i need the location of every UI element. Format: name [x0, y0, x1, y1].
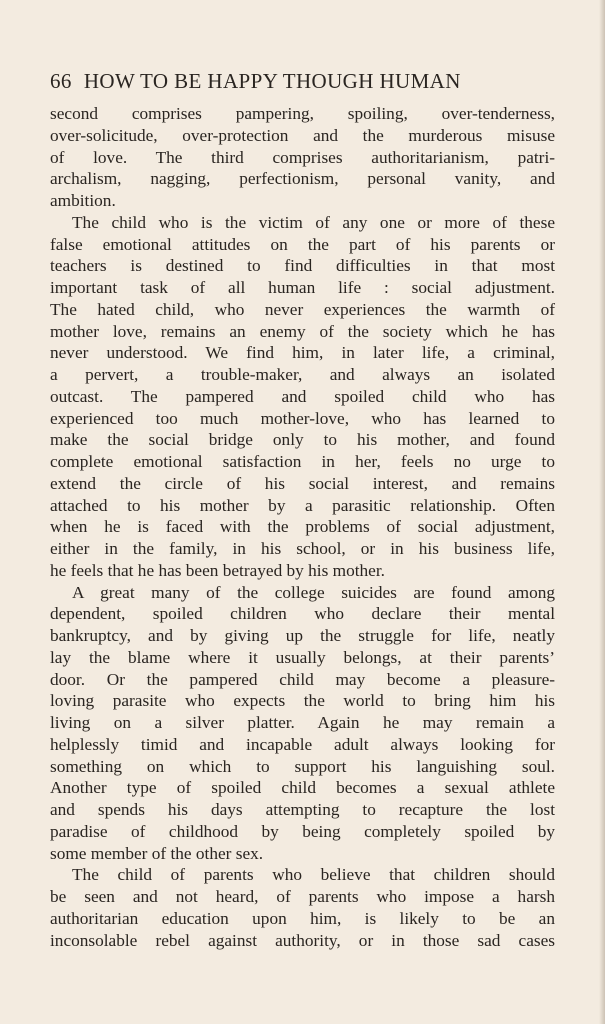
text-line: over-solicitude, over-protection and the murderous misuse	[50, 125, 555, 145]
text-line: The child who is the victim of any one or more of these	[72, 212, 555, 232]
text-line: a pervert, a trouble-maker, and always an isolated	[50, 365, 555, 384]
text-line: either in the family, in his school, or in his business life,	[50, 539, 555, 558]
text-line: some member of the other sex.	[50, 843, 264, 863]
text-line: when he is faced with the problems of social adjustment,	[50, 517, 555, 537]
paragraph	[50, 103, 555, 212]
text-line: helplessly timid and incapable adult always looking for	[50, 734, 555, 754]
text-line: he feels that he has been betrayed by his mother.	[50, 560, 385, 580]
text-line: Another type of spoiled child becomes a sexual athlete	[50, 778, 555, 798]
text-line: complete emotional satisfaction in her, feels no urge to	[50, 452, 555, 471]
text-line: be seen and not heard, of parents who impose a harsh	[50, 887, 555, 906]
text-line: authoritarian education upon him, is likely to be an	[50, 908, 555, 928]
paragraph	[50, 212, 555, 582]
text-line: The child of parents who believe that children should	[72, 865, 555, 885]
text-line: outcast. The pampered and spoiled child who has	[50, 386, 555, 406]
text-line: teachers is destined to find difficulties in that most	[50, 256, 555, 276]
text-line: and spends his days attempting to recapture the lost	[50, 800, 555, 819]
text-line: inconsolable rebel against authority, or in those sad cases	[50, 930, 555, 950]
text-line: paradise of childhood by being completely spoiled by	[50, 821, 555, 841]
text-line: something on which to support his languishing soul.	[50, 756, 555, 776]
body-text	[50, 103, 555, 951]
paragraph	[50, 864, 555, 951]
text-line: extend the circle of his social interest, and remains	[50, 473, 555, 493]
text-line: dependent, spoiled children who declare their mental	[50, 604, 555, 624]
text-line: important task of all human life : social adjustment.	[50, 278, 555, 297]
text-line: false emotional attitudes on the part of his parents or	[50, 234, 555, 254]
text-line: door. Or the pampered child may become a pleasure-	[50, 669, 555, 689]
text-line: make the social bridge only to his mother, and found	[50, 430, 555, 450]
page-edge-shadow	[599, 0, 605, 1024]
text-line: archalism, nagging, perfectionism, personal vanity, and	[50, 169, 555, 189]
text-line: bankruptcy, and by giving up the struggle for life, neatly	[50, 626, 555, 645]
text-line: attached to his mother by a parasitic relationship. Often	[50, 495, 555, 515]
text-line: of love. The third comprises authoritarianism, patri-	[50, 147, 555, 167]
text-line: The hated child, who never experiences the warmth of	[50, 299, 555, 319]
text-line: experienced too much mother-love, who has learned to	[50, 408, 555, 428]
paragraph	[50, 582, 555, 865]
book-title: HOW TO BE HAPPY THOUGH HUMAN	[83, 69, 461, 93]
text-line: never understood. We find him, in later life, a criminal,	[50, 343, 555, 363]
text-line: second comprises pampering, spoiling, over-tenderness,	[50, 104, 555, 123]
text-line: lay the blame where it usually belongs, at their parents’	[50, 647, 555, 667]
text-line: loving parasite who expects the world to bring him his	[50, 691, 555, 711]
text-line: A great many of the college suicides are found among	[72, 582, 555, 602]
running-header	[50, 69, 560, 94]
page-number: 66	[50, 69, 72, 93]
text-line: living on a silver platter. Again he may remain a	[50, 713, 555, 732]
text-line: ambition.	[50, 191, 116, 210]
text-line: mother love, remains an enemy of the society which he has	[50, 321, 555, 341]
